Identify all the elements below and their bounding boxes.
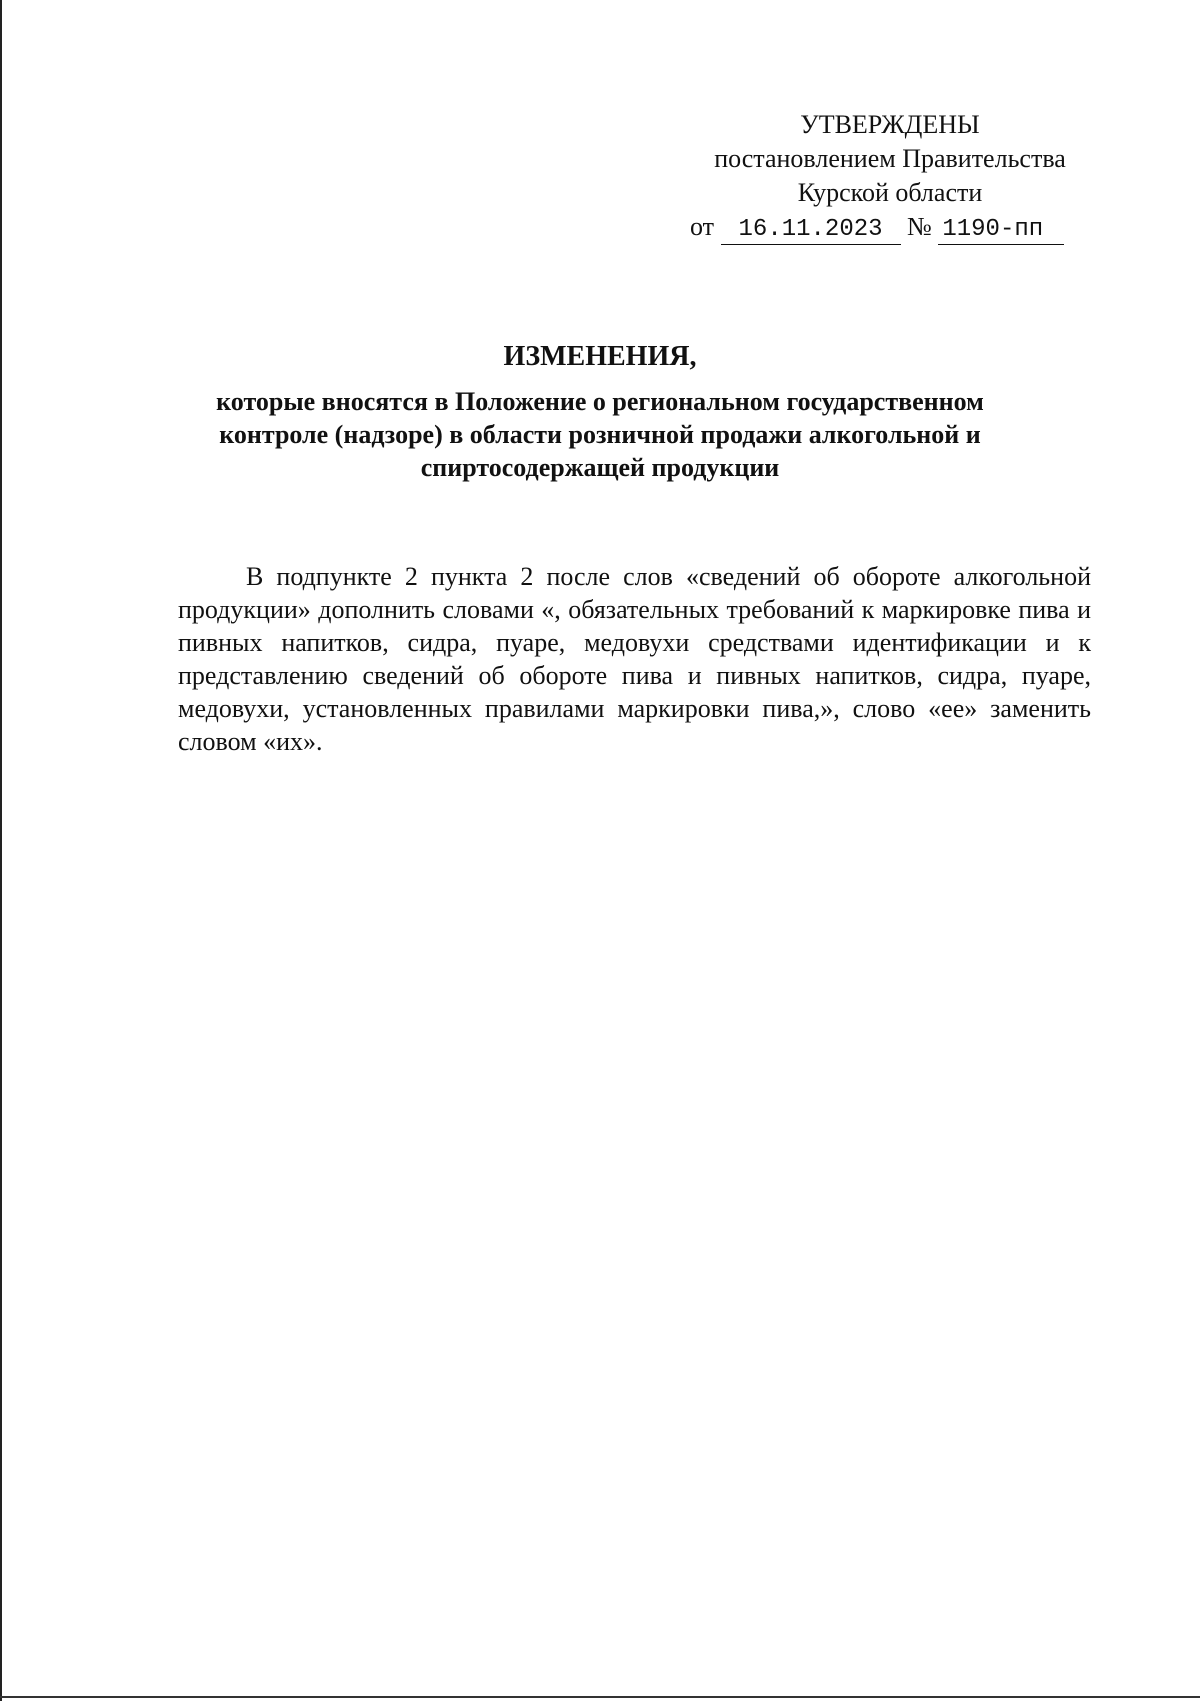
document-title: ИЗМЕНЕНИЯ, bbox=[503, 341, 697, 372]
document-title-block bbox=[150, 340, 1050, 484]
approval-date: 16.11.2023 bbox=[721, 216, 901, 245]
amendment-paragraph: В подпункте 2 пункта 2 после слов «сведений об обороте алкогольной продукции» дополнить словами «, обязательных требований к маркировке пива и пивных напитков, сидра, пуаре, медовухи средствами идентификации и к представлению сведений об обороте пива и пивных напитков, сидра, пуаре, медовухи, установленных правилами маркировки пива,», слово «ее» заменить словом «их». bbox=[178, 562, 1091, 756]
document-subtitle: которые вносятся в Положение о региональном государственном контроле (надзоре) в области розничной продажи алкогольной и спиртосодержащей продукции bbox=[216, 387, 984, 482]
approval-authority: постановлением Правительства bbox=[714, 144, 1066, 173]
approval-title: УТВЕРЖДЕНЫ bbox=[800, 110, 980, 139]
approval-number: 1190-пп bbox=[938, 216, 1064, 245]
date-prefix: от bbox=[690, 212, 715, 241]
approval-date-line bbox=[690, 210, 1090, 245]
scan-left-edge bbox=[0, 0, 2, 1701]
scan-bottom-edge bbox=[0, 1696, 1200, 1698]
number-prefix: № bbox=[907, 212, 932, 241]
approval-stamp bbox=[690, 108, 1090, 245]
approval-region: Курской области bbox=[797, 178, 983, 207]
